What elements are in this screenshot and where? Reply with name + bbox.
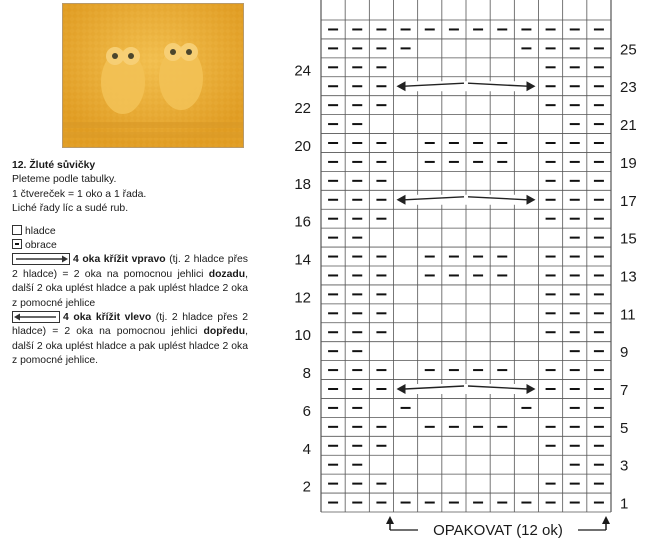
row-label-odd: 13 xyxy=(620,268,637,286)
pattern-title: 12. Žluté sůvičky xyxy=(12,160,96,171)
row-label-even: 20 xyxy=(294,138,311,155)
row-label-even: 14 xyxy=(294,251,311,269)
row-label-odd: 9 xyxy=(620,344,629,362)
cable-right-title: 4 oka křížit vpravo xyxy=(73,254,166,266)
cable-right-direction: dozadu xyxy=(208,268,246,280)
row-label-odd: 3 xyxy=(620,457,629,475)
repeat-label: OPAKOVAT (12 ok) xyxy=(433,522,563,539)
row-label-even: 18 xyxy=(294,175,311,193)
row-label-odd: 15 xyxy=(620,230,637,248)
intro-line-1: Pleteme podle tabulky. xyxy=(12,174,117,186)
row-label-odd: 25 xyxy=(620,41,637,59)
chart-grid xyxy=(321,0,611,512)
cable-left-title: 4 oka křížit vlevo xyxy=(63,312,152,324)
row-label-odd: 21 xyxy=(620,117,637,135)
cable-right-text-1: (tj. 2 hladce přes 2 hladce) = 2 oka na pomocnou jehlici xyxy=(12,254,248,280)
row-label-even: 4 xyxy=(302,440,311,458)
row-label-odd: 11 xyxy=(620,306,636,324)
row-label-odd: 7 xyxy=(620,382,629,399)
repeat-bracket xyxy=(386,516,610,539)
row-label-even: 2 xyxy=(302,478,311,496)
row-label-odd: 1 xyxy=(620,495,629,513)
row-label-odd: 23 xyxy=(620,79,637,97)
intro-line-3: Liché řady líc a sudé rub. xyxy=(12,203,129,215)
row-label-even: 12 xyxy=(294,289,311,307)
row-label-even: 24 xyxy=(294,62,311,80)
legend-knit-label: hladce xyxy=(25,225,56,237)
cable-right-text-2: , další 2 oka uplést hladce a pak uplést hladce 2 oka z pomocné jehlice xyxy=(12,268,248,309)
cable-left-text-2: , další 2 oka uplést hladce a pak uplést hladce 2 oka z pomocné jehlice. xyxy=(12,326,248,367)
row-label-odd: 5 xyxy=(620,419,629,437)
row-label-even: 10 xyxy=(294,327,311,345)
intro-line-2: 1 čtvereček = 1 oko a 1 řada. xyxy=(12,188,147,200)
row-labels xyxy=(294,41,636,512)
row-label-even: 8 xyxy=(302,365,311,383)
cable-left-direction: dopředu xyxy=(203,326,246,338)
legend-purl-label: obrace xyxy=(25,240,57,252)
row-label-odd: 17 xyxy=(620,192,637,210)
row-label-even: 16 xyxy=(294,213,311,231)
row-label-even: 22 xyxy=(294,100,311,118)
row-label-even: 6 xyxy=(302,402,311,420)
cable-left-text-1: (tj. 2 hladce přes 2 hladce) = 2 oka na pomocnou jehlici xyxy=(12,312,248,338)
row-label-odd: 19 xyxy=(620,154,637,172)
